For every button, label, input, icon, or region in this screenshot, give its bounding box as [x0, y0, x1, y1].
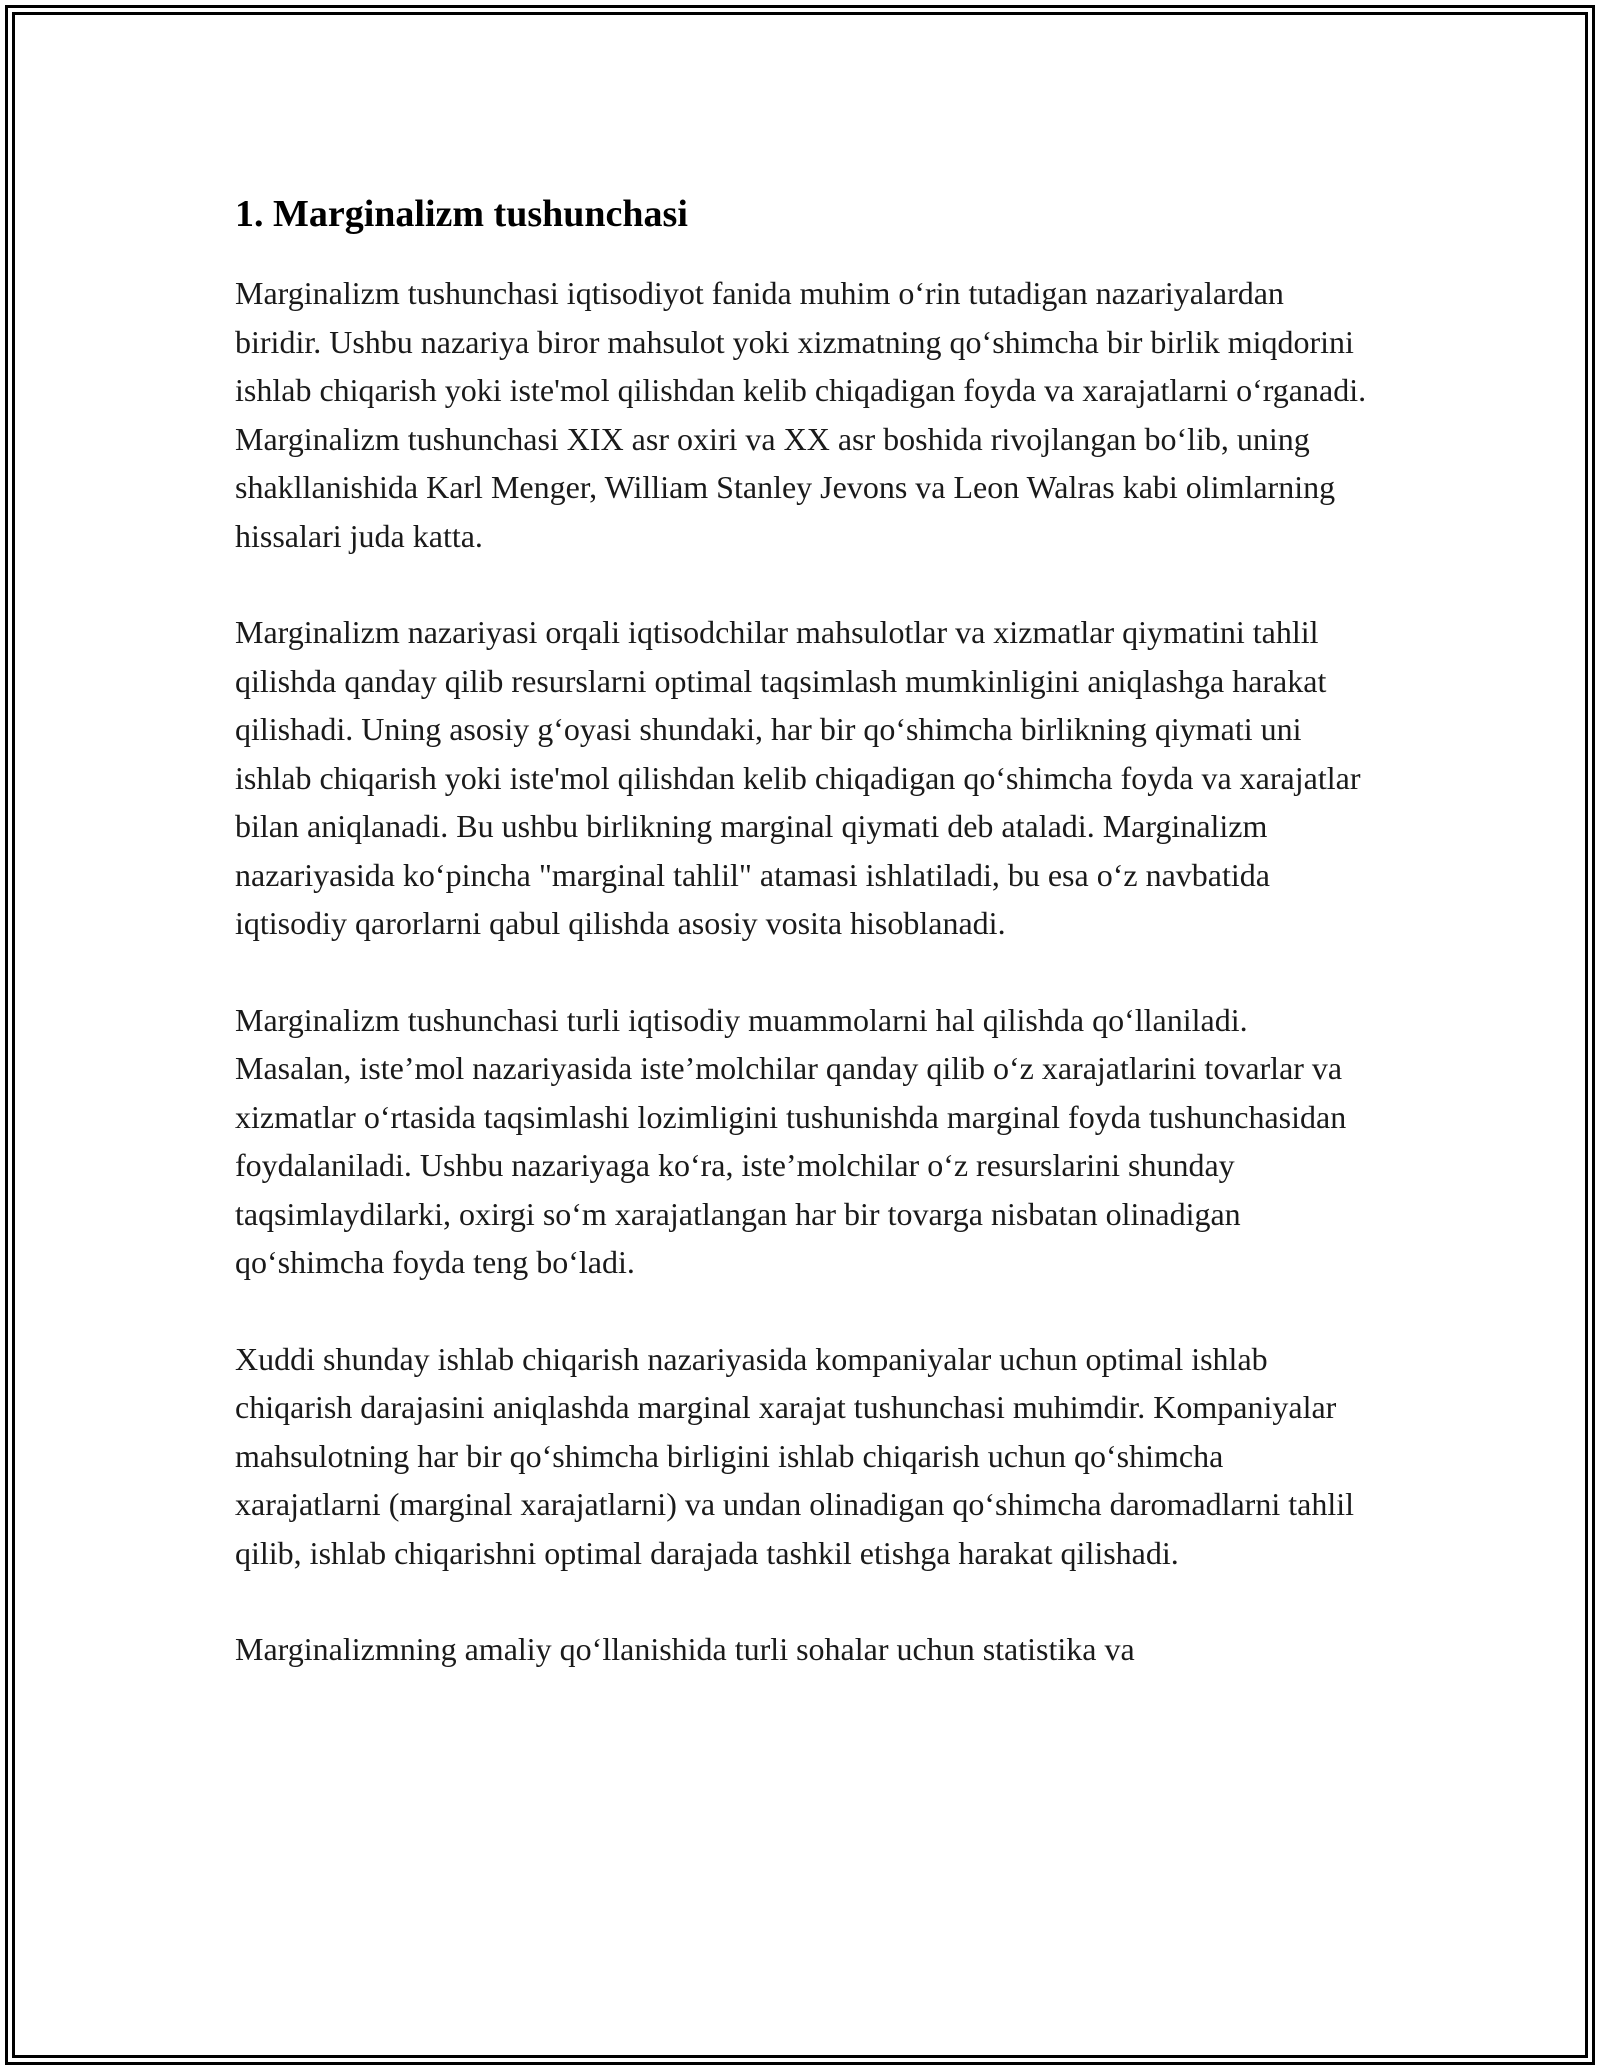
paragraph-2: Marginalizm nazariyasi orqali iqtisodchilar mahsulotlar va xizmatlar qiymatini tahlil qilishda qanday qilib resurslarni optimal taqsimlash mumkinligini aniqlashga harakat qilishadi. Uning asosiy g‘oyasi shundaki, har bir qo‘shimcha birlikning qiymati uni ishlab chiqarish yoki iste'mol qilishdan kelib chiqadigan qo‘shimcha foyda va xarajatlar bilan aniqlanadi. Bu ushbu birlikning marginal qiymati deb ataladi. Marginalizm nazariyasida ko‘pincha "marginal tahlil" atamasi ishlatiladi, bu esa o‘z navbatida iqtisodiy qarorlarni qabul qilishda asosiy vosita hisoblanadi.: [235, 614, 1361, 941]
paragraph-5: Marginalizmning amaliy qo‘llanishida turli sohalar uchun statistika va: [235, 1631, 1135, 1667]
section-heading: 1. Marginalizm tushunchasi: [235, 193, 688, 235]
paragraph-4: Xuddi shunday ishlab chiqarish nazariyasida kompaniyalar uchun optimal ishlab chiqarish darajasini aniqlashda marginal xarajat tushunchasi muhimdir. Kompaniyalar mahsulotning har bir qo‘shimcha birligini ishlab chiqarish uchun qo‘shimcha xarajatlarni (marginal xarajatlarni) va undan olinadigan qo‘shimcha daromadlarni tahlil qilib, ishlab chiqarishni optimal darajada tashkil etishga harakat qilishadi.: [235, 1340, 1354, 1571]
paragraph-1: Marginalizm tushunchasi iqtisodiyot fanida muhim o‘rin tutadigan nazariyalardan biridir. Ushbu nazariya biror mahsulot yoki xizmatning qo‘shimcha bir birlik miqdorini ishlab chiqarish yoki iste'mol qilishdan kelib chiqadigan foyda va xarajatlarni o‘rganadi. Marginalizm tushunchasi XIX asr oxiri va XX asr boshida rivojlangan bo‘lib, uning shakllanishida Karl Menger, William Stanley Jevons va Leon Walras kabi olimlarning hissalari juda katta.: [235, 275, 1367, 554]
paragraph-3: Marginalizm tushunchasi turli iqtisodiy muammolarni hal qilishda qo‘llaniladi. Masalan, iste’mol nazariyasida iste’molchilar qanday qilib o‘z xarajatlarini tovarlar va xizmatlar o‘rtasida taqsimlashi lozimligini tushunishda marginal foyda tushunchasidan foydalaniladi. Ushbu nazariyaga ko‘ra, iste’molchilar o‘z resurslarini shunday taqsimlaydilarki, oxirgi so‘m xarajatlangan har bir tovarga nisbatan olinadigan qo‘shimcha foyda teng bo‘ladi.: [235, 1001, 1347, 1280]
document-body: [235, 185, 1370, 1722]
